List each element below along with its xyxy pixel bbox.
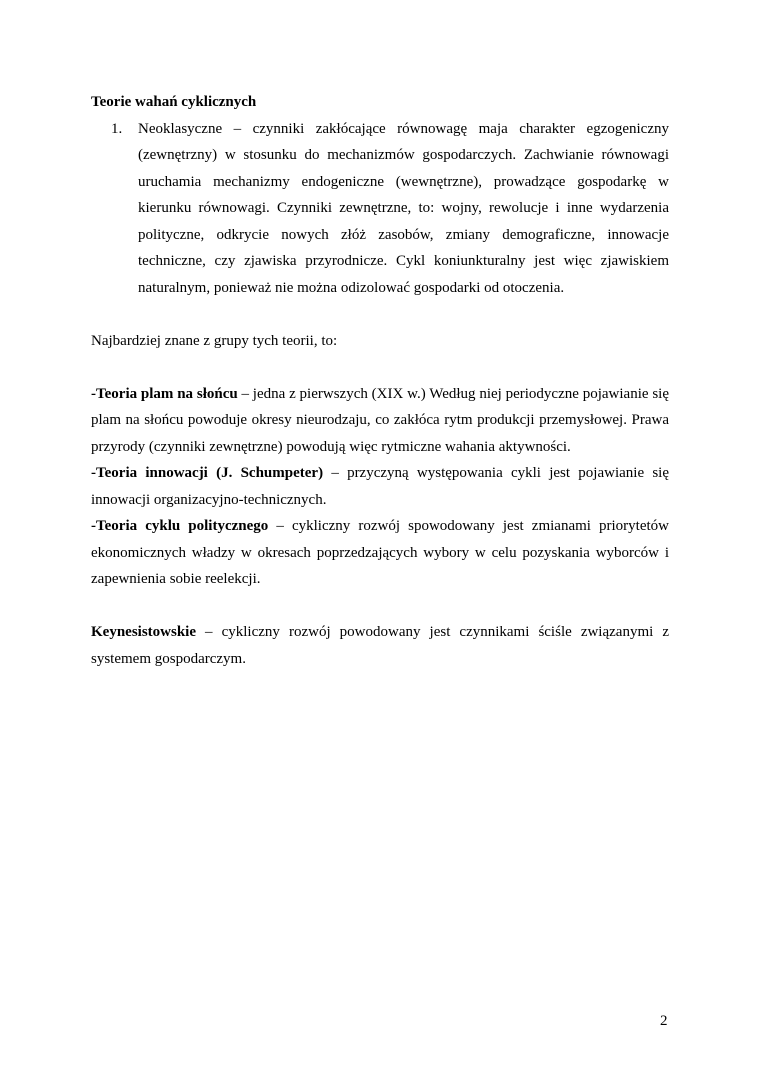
keynesian-title: Keynesistowskie: [91, 624, 196, 640]
intro-paragraph: Najbardziej znane z grupy tych teorii, to:: [91, 332, 338, 349]
theory-text: – jedna z pierwszych (XIX w.) Według niej periodyczne pojawianie się plam na słońcu powoduje okresy nieurodzaju, co zakłóca rytm produkcji przemysłowej. Prawa przyrody (czynniki zewnętrzne) powodują więc rytmiczne wahania aktywności.: [91, 385, 669, 455]
spacer: [91, 354, 669, 381]
list-item: [91, 116, 669, 302]
keynesian-text: – cykliczny rozwój powodowany jest czynnikami ściśle związanymi z systemem gospodarczym.: [91, 624, 669, 667]
keynesian-paragraph: [91, 619, 669, 672]
theory-title: -Teoria plam na słońcu: [91, 385, 238, 402]
theory-text: – cykliczny rozwój spowodowany jest zmianami priorytetów ekonomicznych władzy w okresach poprzedzających wybory w celu pozyskania wyborców i zapewnienia sobie reelekcji.: [91, 518, 670, 587]
theory-innovation-paragraph: [91, 460, 669, 513]
page-number: 2: [660, 1013, 668, 1029]
list-item-text: Neoklasyczne – czynniki zakłócające równowagę maja charakter egzogeniczny (zewnętrzny) w stosunku do mechanizmów gospodarczych. Zachwianie równowagi uruchamia mechanizmy endogeniczne (wewnętrzne), prowadzące gospodarkę w kierunku równowagi. Czynniki zewnętrzne, to: wojny, rewolucje i inne wydarzenia polityczne, odkrycie nowych złóż zasobów, zmiany demograficzne, innowacje techniczne, czy zjawiska przyrodnicze. Cykl koniunkturalny jest więc zjawiskiem naturalnym, ponieważ nie można odizolować gospodarki od otoczenia.: [138, 120, 669, 296]
section-heading: Teorie wahań cyklicznych: [91, 94, 257, 110]
theory-title: -Teoria innowacji (J. Schumpeter): [91, 465, 324, 481]
theory-title: -Teoria cyklu politycznego: [91, 518, 269, 534]
theory-sunspots-paragraph: [91, 381, 669, 461]
theory-political-cycle-paragraph: [91, 513, 669, 593]
spacer: [91, 301, 669, 328]
spacer: [91, 593, 669, 620]
theory-text: – przyczyną występowania cykli jest pojawianie się innowacji organizacyjno-technicznych.: [91, 465, 670, 508]
list-number: 1.: [111, 120, 123, 137]
document-body: [91, 89, 669, 672]
